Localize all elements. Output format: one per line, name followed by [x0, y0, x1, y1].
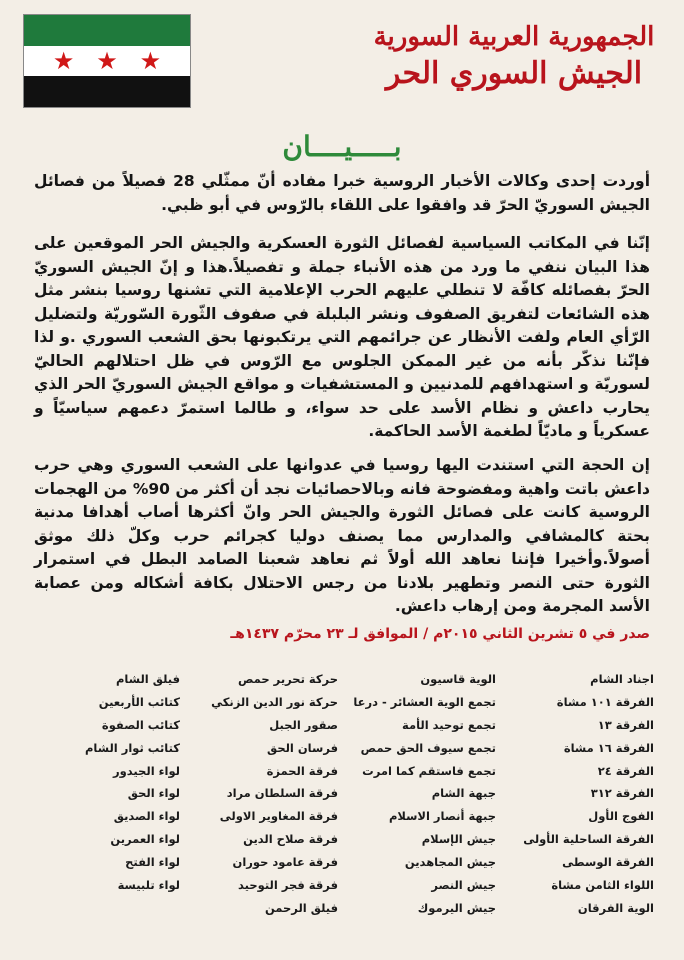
signatory: تجمع سيوف الحق حمص	[360, 740, 496, 755]
signatory: الفرقة ١٠١ مشاة	[556, 694, 654, 709]
signatory: فرقة السلطان مراد	[226, 786, 338, 801]
signatories-column-2	[346, 668, 496, 948]
flag-black-band	[24, 76, 190, 107]
signatory: الفوج الأول	[588, 809, 654, 824]
flag-green-band	[24, 15, 190, 46]
signatory: جبهة أنصار الاسلام	[388, 809, 496, 824]
signatory: فرقة فجر التوحيد	[238, 878, 338, 893]
signatory: اجناد الشام	[590, 672, 654, 686]
signatory: تجمع الوية العشائر - درعا	[353, 694, 496, 709]
signatory: الفرقة ٣١٢	[590, 786, 654, 801]
signatories-table	[30, 668, 654, 948]
signatory: فرقة المغاوير الاولى	[219, 809, 338, 824]
signatory: الوية قاسيون	[420, 672, 496, 686]
signatory: تجمع توحيد الأمة	[401, 717, 496, 732]
signatories-column-1	[504, 668, 654, 948]
signatory: الفرقة ٢٤	[597, 763, 654, 778]
star-icon: ★	[139, 46, 162, 75]
signatory: فيلق الشام	[116, 672, 180, 686]
signatory: جيش المجاهدين	[404, 855, 496, 870]
signatories-column-4	[30, 668, 180, 948]
paragraph-3: إن الحجة التي استندت اليها روسيا في عدوانها على الشعب السوري وهي حرب داعش باتت واهية ومفضوحة فانه وبالاحصائيات نجد أن أكثر من 90% من الهجمات الروسية كانت على فصائل الثورة والجيش الحر وانّ أكثرها أصاب أهدافا مدنية بحتة كالمشافي والمدارس مما يصنف دوليا كجرائم حرب وكلّ ذلك موثق أصولاً.وأخيرا فإننا نعاهد الله أولاً ثم نعاهد شعبنا الصامد البطل في استمرار الثورة حتى النصر وتطهير بلادنا من رجس الاحتلال بكافة أشكاله ومن عصابة الأسد المجرمة ومن إرهاب داعش.	[34, 456, 651, 615]
signatory: لواء تلبيسة	[117, 878, 180, 893]
signatory: اللواء الثامن مشاة	[551, 878, 654, 893]
signatory: جيش الإسلام	[421, 832, 496, 847]
header-title	[364, 20, 664, 94]
signatory: جيش اليرموك	[417, 900, 496, 915]
signatory: فرقة عامود حوران	[232, 855, 338, 870]
signatory: جبهة الشام	[431, 786, 496, 801]
statement-title: بـــــيــــان	[282, 130, 402, 163]
issued-date: صدر في ٥ تشرين الثاني ٢٠١٥م / الموافق لـ ٢٣ محرّم ١٤٣٧هـ	[230, 626, 650, 642]
signatory: تجمع فاستقم كما امرت	[362, 763, 496, 778]
star-icon: ★	[96, 46, 118, 75]
signatory: لواء الصديق	[113, 809, 180, 824]
signatory: الفرقة الساحلية الأولى	[523, 832, 654, 847]
republic-name: الجمهورية العربية السورية	[373, 22, 655, 52]
signatory: لواء الجيدور	[112, 763, 180, 778]
signatory: جيش النصر	[431, 878, 496, 893]
signatories-column-3	[188, 668, 338, 948]
signatory: حركة تحرير حمص	[237, 672, 338, 686]
syrian-revolution-flag	[23, 14, 191, 108]
flag-white-band	[24, 46, 190, 77]
army-name: الجيش السوري الحر	[385, 56, 643, 91]
signatory: لواء العمرين	[110, 832, 180, 847]
paragraph-1: أوردت إحدى وكالات الأخبار الروسية خبرا مفاده أنّ ممثّلي 28 فصيلاً من فصائل الجيش السوريّ الحرّ قد وافقوا على اللقاء بالرّوس في أبو ظبي.	[34, 172, 651, 214]
signatory: الوية الفرقان	[577, 900, 654, 915]
signatory: كتائب الأربعين	[98, 694, 180, 709]
paragraph-2: إنّنا في المكاتب السياسية لفصائل الثورة العسكرية والجيش الحر الموقعين على هذا البيان ننفي ما ورد من هذه الأنباء جملة و تفصيلاً.هذا و إنّ الجيش السوريّ الحرّ بفصائله كافّة لا تنطلي عليهم الحرب الإعلامية التي تشنها روسيا بنشر مثل هذه الشائعات لتفريق الصفوف ونشر البلبلة في صفوف الثّورة السّوريّة ولتضليل الرّأي العام ولفت الأنظار عن جرائمهم التي يرتكبونها بحق الشعب السوري .و لذا فإنّنا نذكّر بأنه من غير الممكن الجلوس مع الرّوس في ظل احتلالهم الحاليّ لسوريّة و استهدافهم للمدنيين و المستشفيات و مواقع الجيش السوريّ الحر الذي يحارب داعش و نظام الأسد على حد سواء، و طالما استمرّ دعمهم سياسيّاً و عسكرياً و ماديّاً لطغمة الأسد الحاكمة.	[34, 234, 650, 440]
signatory: فرقة الحمزة	[266, 763, 338, 778]
signatory: فرقة صلاح الدين	[243, 832, 338, 847]
star-icon: ★	[52, 46, 75, 75]
signatory: كتائب الصفوة	[101, 717, 180, 732]
signatory: حركة نور الدين الزنكي	[211, 694, 338, 709]
signatory: لواء الفتح	[125, 855, 180, 870]
signatory: الفرقة الوسطى	[562, 855, 654, 870]
signatory: لواء الحق	[127, 786, 180, 801]
signatory: الفرقة ١٣	[597, 717, 654, 732]
signatory: فرسان الحق	[266, 740, 338, 755]
signatory: فيلق الرحمن	[264, 900, 338, 915]
signatory: صقور الجبل	[269, 717, 338, 732]
signatory: كتائب ثوار الشام	[85, 740, 180, 755]
signatory: الفرقة ١٦ مشاة	[563, 740, 654, 755]
